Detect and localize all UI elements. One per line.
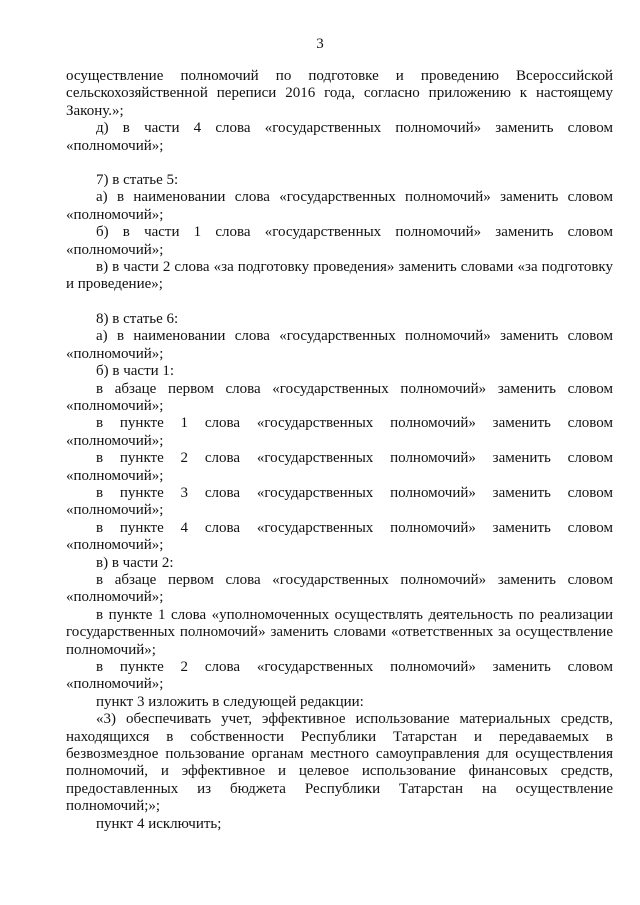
text-line: «полномочий»;: [66, 537, 164, 554]
text-line: в) в части 2 слова «за подготовку проведения» заменить словами «за подготовку: [96, 259, 613, 276]
text-line: в) в части 2:: [96, 554, 174, 571]
text-line: д) в части 4 слова «государственных полномочий» заменить словом: [96, 120, 613, 137]
text-line: в абзаце первом слова «государственных полномочий» заменить словом: [96, 571, 613, 588]
text-line: в пункте 2 слова «государственных полномочий» заменить словом: [96, 659, 613, 675]
text-line: «3) обеспечивать учет, эффективное использование материальных средств,: [96, 711, 613, 728]
text-line: «полномочий»;: [66, 467, 164, 484]
text-line: в пункте 3 слова «государственных полномочий» заменить словом: [96, 484, 613, 501]
text-line: в пункте 2 слова «государственных полномочий» заменить словом: [96, 450, 613, 467]
text-line: в пункте 1 слова «уполномоченных осуществлять деятельность по реализации: [96, 606, 613, 623]
text-line: 7) в статье 5:: [96, 172, 179, 189]
text-line: и проведение»;: [66, 276, 163, 293]
text-line: в пункте 1 слова «государственных полномочий» заменить словом: [96, 415, 613, 432]
text-line: находящихся в собственности Республики Татарстан и передаваемых в: [66, 728, 613, 745]
text-line: «полномочий»;: [66, 345, 164, 362]
text-line: осуществление полномочий по подготовке и проведению Всероссийской: [66, 68, 613, 84]
text-line: «полномочий»;: [66, 432, 164, 449]
text-line: а) в наименовании слова «государственных полномочий» заменить словом: [96, 189, 613, 206]
text-line: пункт 4 исключить;: [96, 815, 222, 832]
text-line: «полномочий»;: [66, 502, 164, 519]
text-line: б) в части 1:: [96, 363, 175, 380]
text-line: сельскохозяйственной переписи 2016 года, согласно приложению к настоящему: [66, 85, 613, 102]
text-line: полномочий»;: [66, 641, 156, 658]
text-line: пункт 3 изложить в следующей редакции:: [96, 693, 364, 710]
text-line: «полномочий»;: [66, 676, 164, 693]
text-line: «полномочий»;: [66, 397, 164, 414]
text-line: в пункте 4 слова «государственных полномочий» заменить словом: [96, 519, 613, 536]
paragraph-gap: [66, 155, 613, 172]
text-line: «полномочий»;: [66, 137, 164, 154]
text-line: в абзаце первом слова «государственных полномочий» заменить словом: [96, 380, 613, 397]
text-line: «полномочий»;: [66, 241, 164, 258]
page-number: 3: [316, 36, 324, 52]
text-line: 8) в статье 6:: [96, 310, 179, 327]
text-line: безвозмездное пользование органам местного самоуправления для осуществления: [66, 746, 613, 763]
text-line: а) в наименовании слова «государственных полномочий» заменить словом: [96, 328, 613, 345]
text-line: б) в части 1 слова «государственных полномочий» заменить словом: [96, 224, 613, 241]
document-body: [66, 68, 613, 833]
paragraph-gap: [66, 294, 613, 311]
text-line: Закону.»;: [66, 102, 124, 119]
text-line: государственных полномочий» заменить словами «ответственных за осуществление: [66, 624, 613, 641]
text-line: «полномочий»;: [66, 206, 164, 223]
text-line: полномочий, и эффективное и целевое использование финансовых средств,: [66, 763, 613, 780]
text-line: предоставленных из бюджета Республики Татарстан на осуществление: [66, 780, 613, 797]
text-line: «полномочий»;: [66, 589, 164, 606]
text-line: полномочий;»;: [66, 798, 161, 815]
